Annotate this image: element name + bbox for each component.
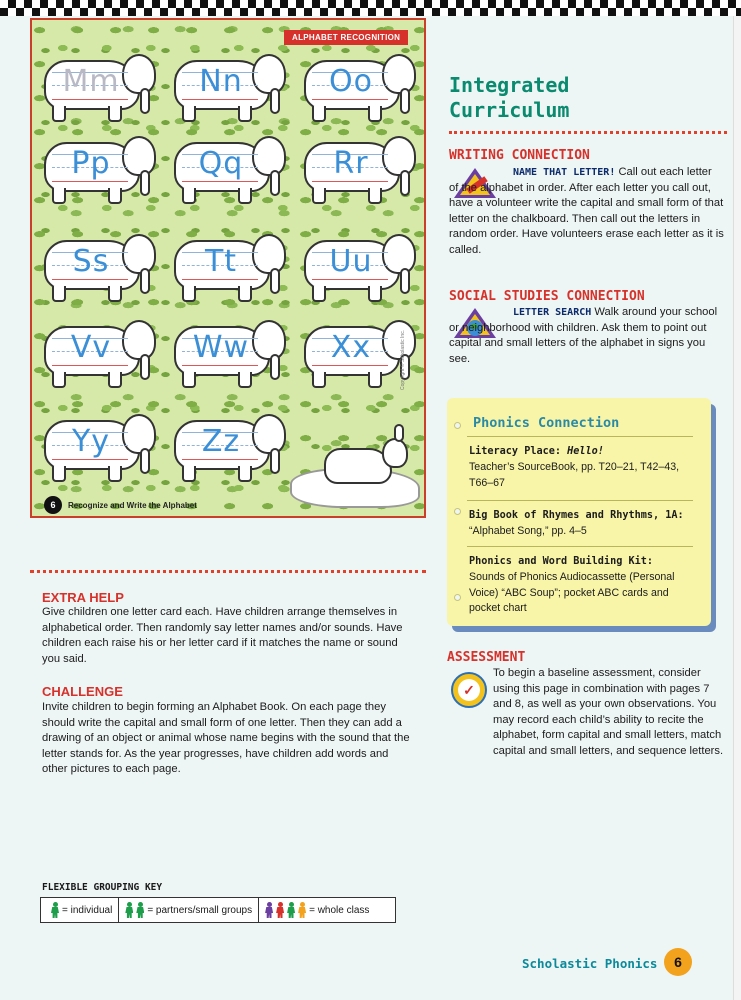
elephant-letter-card <box>38 50 156 122</box>
letter-pair: Ww <box>192 330 250 365</box>
assessment-text: To begin a baseline assessment, consider using this page in combination with pages 7 and 8, as well as your own observations. You may record each child’s ability to recite the alphabet, form capital and small letters, match capital and small letters, and sequence letters. <box>493 667 724 757</box>
dotted-divider <box>449 131 727 134</box>
checkmark-icon: ✓ <box>458 679 480 701</box>
integrated-curriculum-title: Integrated Curriculum <box>449 73 570 122</box>
elephant-letter-card <box>298 132 416 204</box>
letter-pair: Mm <box>62 64 120 99</box>
elephant-letter-card <box>38 132 156 204</box>
binder-hole <box>454 594 461 601</box>
elephant-letter-card <box>298 316 416 388</box>
grouping-partners: = partners/small groups <box>118 898 258 922</box>
class-person-icon <box>276 902 284 918</box>
phonics-connection-box <box>447 398 711 626</box>
dotted-divider <box>30 570 426 573</box>
partner-person-icon <box>136 902 144 918</box>
checkered-border <box>0 0 741 16</box>
grouping-key-title: FLEXIBLE GROUPING KEY <box>42 882 163 893</box>
ongoing-assessment-badge-icon <box>451 672 487 708</box>
box-divider <box>467 500 693 501</box>
letter-pair: Nn <box>199 64 243 99</box>
social-studies-heading: SOCIAL STUDIES CONNECTION <box>449 289 645 304</box>
page-edge <box>733 16 741 1000</box>
phonics-connection-title: Phonics Connection <box>473 415 620 431</box>
letter-pair: Rr <box>333 146 369 181</box>
elephant-letter-card <box>298 50 416 122</box>
box-divider <box>467 436 693 437</box>
phonics-item-word-building-kit: Phonics and Word Building Kit: Sounds of Phonics Audiocassette (Personal Voice) “ABC Soup”; pocket ABC cards and pocket chart <box>469 556 675 615</box>
elephant-letter-card <box>38 230 156 302</box>
binder-hole <box>454 508 461 515</box>
letter-pair: Pp <box>71 146 111 181</box>
elephant-letter-card <box>298 230 416 302</box>
letter-pair: Tt <box>204 244 238 279</box>
assessment-heading: ASSESSMENT <box>447 650 526 665</box>
footer-brand: Scholastic Phonics <box>522 956 658 971</box>
elephant-letter-card <box>168 410 286 482</box>
class-person-icon <box>298 902 306 918</box>
student-page-footer <box>44 496 197 514</box>
grouping-individual: = individual <box>45 898 118 922</box>
elephant-letter-card <box>168 230 286 302</box>
splashing-elephant <box>320 432 412 490</box>
elephant-letter-card <box>168 316 286 388</box>
challenge-heading: CHALLENGE <box>42 684 123 699</box>
social-lead: LETTER SEARCH <box>513 307 592 318</box>
grouping-whole-class: = whole class <box>258 898 375 922</box>
elephant-letter-card <box>38 316 156 388</box>
elephant-letter-card <box>38 410 156 482</box>
class-person-icon <box>287 902 295 918</box>
box-divider <box>467 546 693 547</box>
letter-pair: Uu <box>329 244 373 279</box>
writing-connection-text: NAME THAT LETTER! Call out each letter of the alphabet in order. After each letter you call out, have a volunteer write the capital and small form of that letter on the chalkboard. Then call out the letters in random order. Have volunteers erase each letter as it is called. <box>449 166 724 256</box>
extra-help-heading: EXTRA HELP <box>42 590 124 605</box>
letter-pair: Yy <box>71 424 111 459</box>
individual-person-icon <box>51 902 59 918</box>
writing-connection-heading: WRITING CONNECTION <box>449 148 590 163</box>
elephant-letter-card <box>168 50 286 122</box>
extra-help-text: Give children one letter card each. Have children arrange themselves in alphabetical order. Then randomly say letter names and/or sounds. Have children each raise his or her letter card if it matches the name or sound you said. <box>42 606 403 665</box>
social-studies-text: LETTER SEARCH Walk around your school or neighborhood with children. Ask them to point out capital and small letters of the alphabet in signs you see. <box>449 306 718 365</box>
section-tag: ALPHABET RECOGNITION <box>284 30 408 45</box>
page-number: 6 <box>664 948 692 976</box>
letter-pair: Ss <box>72 244 110 279</box>
phonics-item-literacy-place: Literacy Place: Hello! Teacher’s SourceBook, pp. T20–21, T42–43, T66–67 <box>469 446 680 489</box>
phonics-item-big-book: Big Book of Rhymes and Rhythms, 1A: “Alphabet Song,” pp. 4–5 <box>469 510 684 537</box>
grouping-key-box <box>40 897 396 923</box>
challenge-text: Invite children to begin forming an Alphabet Book. On each page they should write the capital and small form of one letter. Then they can add a drawing of an object or animal whose name begins with the sound that the letter stands for. As the year progresses, have children add words and other pictures to each page. <box>42 701 410 776</box>
letter-pair: Zz <box>201 424 241 459</box>
partner-person-icon <box>125 902 133 918</box>
letter-pair: Oo <box>329 64 373 99</box>
binder-hole <box>454 422 461 429</box>
letter-pair: Vv <box>70 330 112 365</box>
letter-pair: Xx <box>330 330 372 365</box>
student-page-caption: Recognize and Write the Alphabet <box>68 500 197 510</box>
letter-pair: Qq <box>198 146 244 181</box>
student-page-image <box>30 18 426 518</box>
elephant-letter-card <box>168 132 286 204</box>
copyright-notice: Copyright © Scholastic Inc. <box>400 329 406 390</box>
student-page-number: 6 <box>44 496 62 514</box>
writing-lead: NAME THAT LETTER! <box>513 167 616 178</box>
class-person-icon <box>265 902 273 918</box>
